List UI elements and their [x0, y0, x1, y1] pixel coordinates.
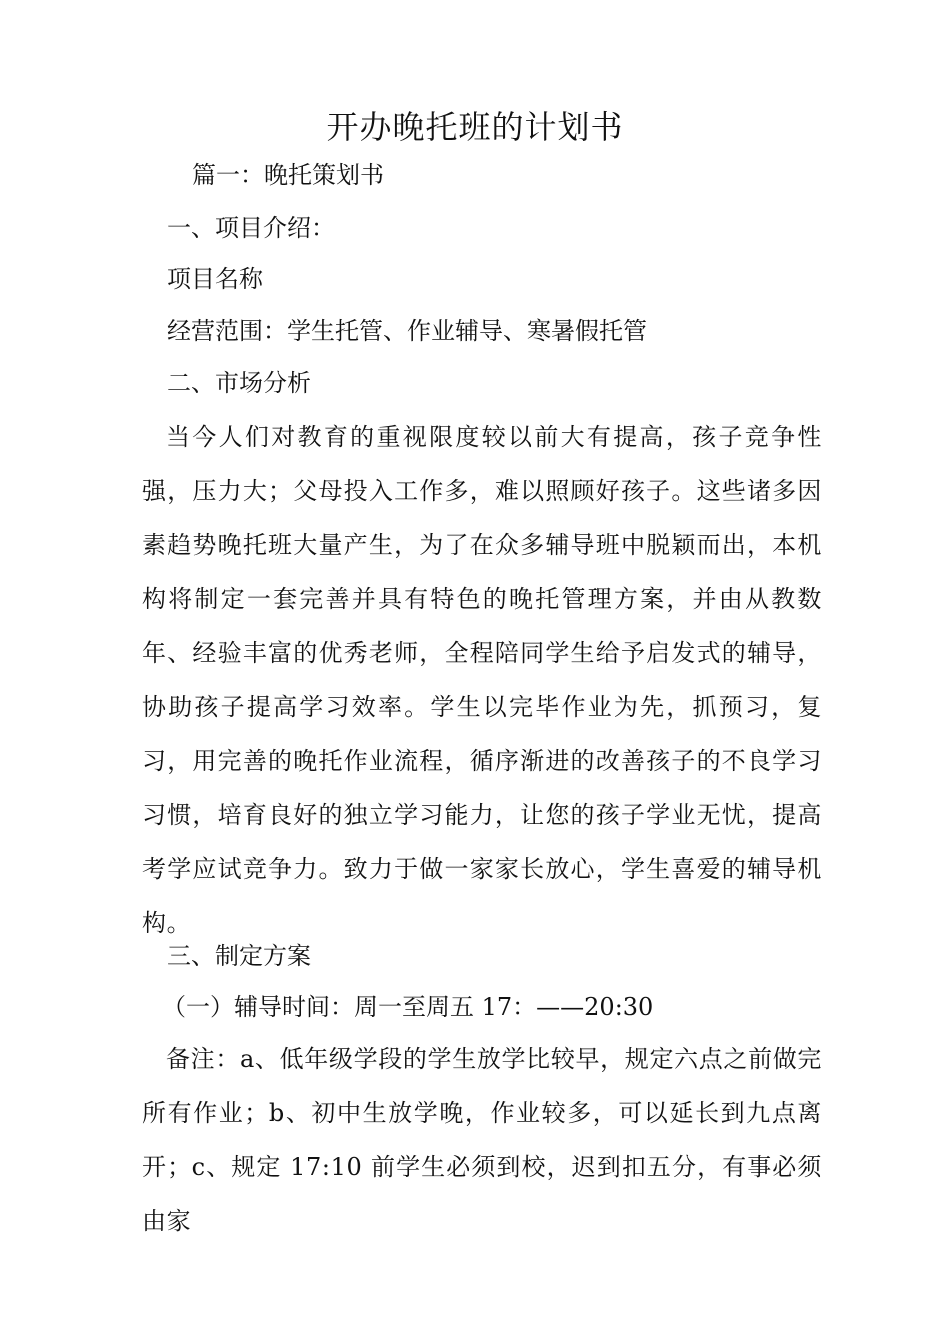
- section-heading-plan: 三、制定方案: [167, 942, 311, 970]
- notes-paragraph: 备注：a、低年级学段的学生放学比较早，规定六点之前做完所有作业；b、初中生放学晚，作业较多，可以延长到九点离开；c、规定 17:10 前学生必须到校，迟到扣五分，有事必须由家: [142, 1045, 822, 1235]
- business-scope-line: 经营范围：学生托管、作业辅导、寒暑假托管: [167, 317, 647, 345]
- section-heading-project-intro: 一、项目介绍：: [167, 214, 335, 242]
- project-name-line: 项目名称: [167, 265, 263, 293]
- tutoring-time-line: （一）辅导时间：周一至周五 17：——20:30: [162, 993, 654, 1021]
- part-heading: 篇一：晚托策划书: [192, 161, 384, 189]
- market-analysis-paragraph: 当今人们对教育的重视限度较以前大有提高，孩子竞争性强，压力大；父母投入工作多，难以照顾好孩子。这些诸多因素趋势晚托班大量产生，为了在众多辅导班中脱颖而出，本机构将制定一套完善并具有特色的晚托管理方案，并由从教数年、经验丰富的优秀老师，全程陪同学生给予启发式的辅导，协助孩子提高学习效率。学生以完毕作业为先，抓预习，复习，用完善的晚托作业流程，循序渐进的改善孩子的不良学习习惯，培育良好的独立学习能力，让您的孩子学业无忧，提高考学应试竞争力。致力于做一家家长放心，学生喜爱的辅导机构。: [142, 423, 822, 937]
- section-heading-market-analysis: 二、市场分析: [167, 369, 311, 397]
- document-title: 开办晚托班的计划书: [326, 108, 624, 146]
